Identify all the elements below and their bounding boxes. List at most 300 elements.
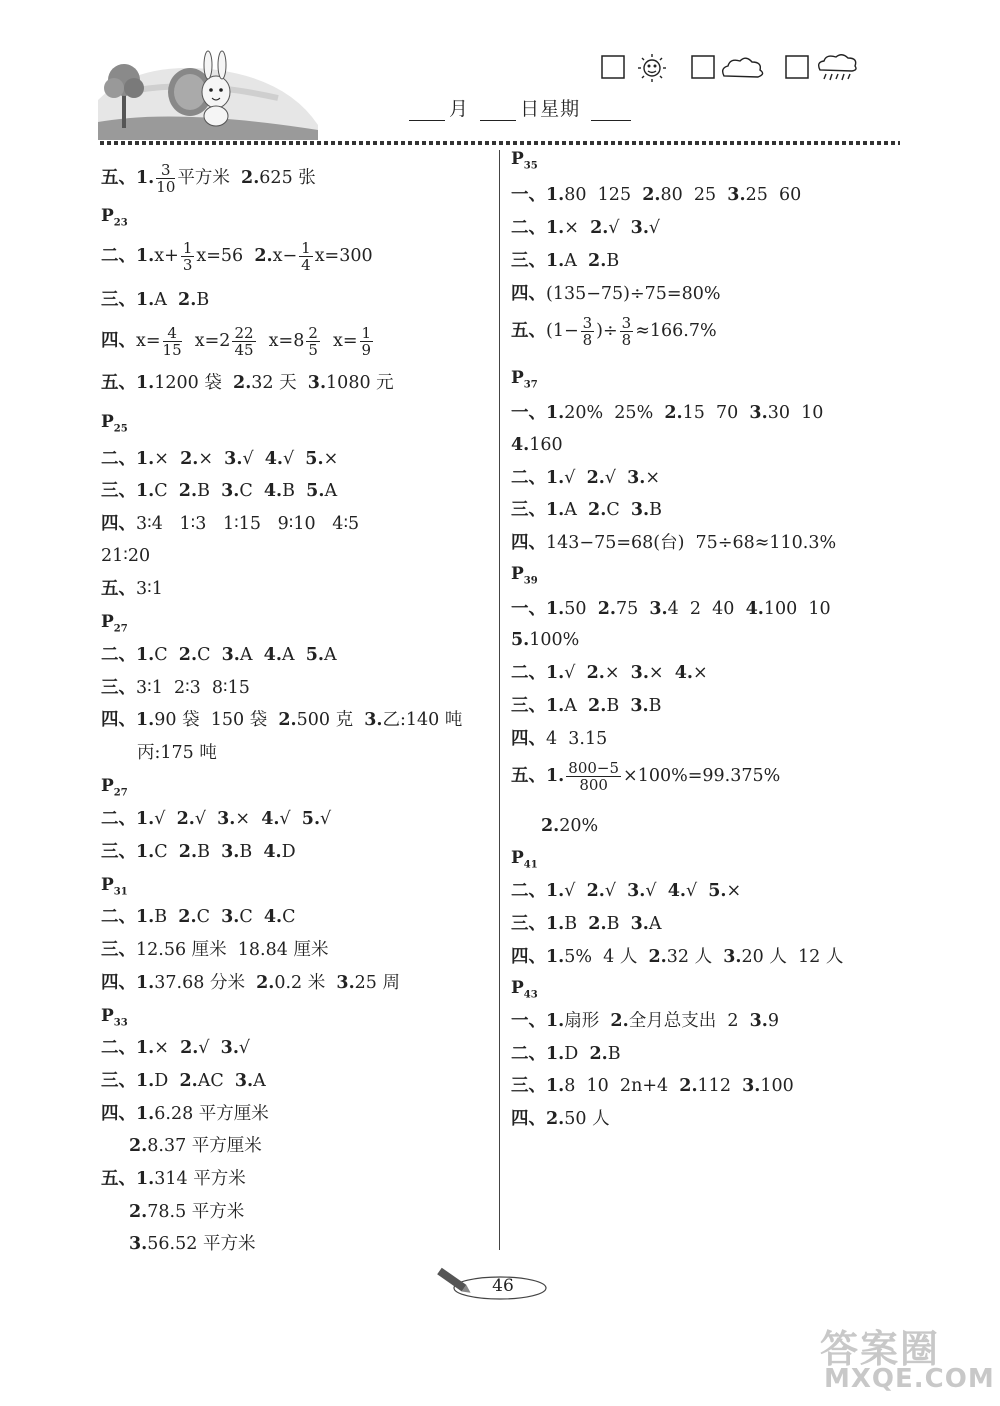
answer-text: 56.52 平方米 bbox=[147, 1234, 256, 1254]
item-number: 四、 bbox=[511, 533, 546, 553]
sunny-checkbox[interactable] bbox=[602, 56, 624, 78]
answer-line bbox=[101, 448, 338, 470]
fraction bbox=[232, 325, 255, 358]
item-number: 五、1. bbox=[101, 373, 155, 393]
item-number: 2. bbox=[586, 881, 605, 901]
item-number: 二、1. bbox=[101, 645, 155, 665]
dotted-divider bbox=[100, 140, 900, 146]
fraction-denominator: 800 bbox=[579, 776, 608, 794]
answer-text: B bbox=[564, 914, 589, 934]
fraction-numerator: 2 bbox=[308, 324, 318, 342]
answer-line bbox=[511, 434, 563, 456]
item-number: 五、1. bbox=[101, 168, 155, 188]
answer-text: x= bbox=[136, 331, 161, 351]
answer-text: 20% bbox=[559, 816, 599, 836]
answer-line bbox=[101, 162, 316, 195]
item-number: 三、1. bbox=[511, 500, 565, 520]
answer-text: B bbox=[282, 481, 307, 501]
answer-line bbox=[129, 1201, 244, 1223]
item-number: 五、 bbox=[511, 321, 546, 341]
answer-text: 625 张 bbox=[259, 168, 316, 188]
item-number: 三、1. bbox=[511, 251, 565, 271]
answer-text: 50 bbox=[564, 599, 598, 619]
page-ref-number: 43 bbox=[523, 989, 538, 1001]
day-blank[interactable] bbox=[480, 100, 516, 121]
answer-line bbox=[511, 250, 619, 272]
answer-text: √ bbox=[645, 881, 668, 901]
answer-text: 112 bbox=[697, 1076, 743, 1096]
item-number: 2. bbox=[180, 1038, 199, 1058]
item-number: 5. bbox=[305, 645, 324, 665]
item-number: 四、1. bbox=[101, 710, 155, 730]
item-number: 3. bbox=[220, 1038, 239, 1058]
answer-line bbox=[137, 742, 217, 764]
answer-line bbox=[511, 880, 741, 902]
item-number: 一、1. bbox=[511, 1011, 565, 1031]
item-number: 4. bbox=[264, 449, 283, 469]
item-number: 一、1. bbox=[511, 185, 565, 205]
answer-text: (135−75)÷75=80% bbox=[546, 284, 721, 304]
item-number: 2. bbox=[597, 599, 616, 619]
item-number: 五、1. bbox=[101, 1169, 155, 1189]
answer-text: × bbox=[154, 1038, 181, 1058]
page-ref-label: $P_{33}$ bbox=[101, 1006, 128, 1029]
item-number: 2. bbox=[178, 290, 197, 310]
item-number: 3. bbox=[224, 449, 243, 469]
item-number: 四、 bbox=[101, 331, 136, 351]
item-number: 4. bbox=[263, 481, 283, 501]
fraction-denominator: 8 bbox=[582, 331, 593, 349]
answer-line bbox=[101, 841, 296, 863]
item-number: 5. bbox=[708, 881, 727, 901]
item-number: 3. bbox=[727, 185, 746, 205]
page-ref-number: 25 bbox=[113, 423, 128, 435]
fraction-numerator: 1 bbox=[301, 239, 311, 257]
fraction-denominator: 15 bbox=[162, 341, 182, 359]
answer-line bbox=[511, 1075, 794, 1097]
item-number: 3. bbox=[723, 947, 742, 967]
item-number: 四、 bbox=[511, 284, 546, 304]
answer-line bbox=[511, 1043, 621, 1065]
item-number: 四、 bbox=[101, 514, 136, 534]
fraction bbox=[566, 760, 621, 793]
answer-line bbox=[511, 760, 780, 793]
answer-text: 20% 25% bbox=[564, 403, 665, 423]
item-number: 3. bbox=[630, 500, 650, 520]
item-number: 5. bbox=[306, 481, 325, 501]
item-number: 三、 bbox=[101, 678, 136, 698]
item-number: 3. bbox=[630, 696, 649, 716]
item-number: 3. bbox=[627, 468, 646, 488]
answer-text: √ bbox=[242, 449, 265, 469]
fraction bbox=[163, 325, 182, 358]
item-number: 二、1. bbox=[101, 246, 155, 266]
item-number: 二、1. bbox=[511, 1044, 565, 1064]
page-ref-label: $P_{41}$ bbox=[511, 848, 538, 871]
item-number: 3. bbox=[221, 645, 240, 665]
answer-text: 8.37 平方厘米 bbox=[147, 1136, 262, 1156]
answer-line bbox=[511, 467, 660, 489]
answer-line bbox=[101, 709, 462, 731]
fraction bbox=[156, 162, 175, 195]
answer-line bbox=[101, 1037, 250, 1059]
page-ref-number: 41 bbox=[523, 859, 538, 871]
answer-text: 78.5 平方米 bbox=[147, 1202, 245, 1222]
answer-text: 3∶1 bbox=[136, 579, 163, 599]
fraction-numerator: 3 bbox=[156, 162, 175, 179]
item-number: 3. bbox=[221, 907, 240, 927]
answer-text: 丙:175 吨 bbox=[137, 743, 217, 763]
answer-text: × bbox=[564, 218, 591, 238]
answer-text: √ bbox=[604, 468, 628, 488]
answer-text: x− bbox=[272, 246, 298, 266]
item-number: 2. bbox=[178, 907, 197, 927]
answer-text: 5% 4 人 bbox=[564, 947, 649, 967]
weather-checkboxes bbox=[600, 52, 870, 86]
fraction bbox=[620, 315, 634, 348]
answer-text: √ bbox=[283, 449, 306, 469]
fraction-numerator: 800−5 bbox=[568, 759, 620, 777]
item-number: 5. bbox=[305, 449, 324, 469]
answer-text: 乙:140 吨 bbox=[382, 710, 463, 730]
page-ref-label: $P_{23}$ bbox=[101, 206, 128, 229]
answer-text: 37.68 分米 bbox=[154, 973, 257, 993]
item-number: 2. bbox=[241, 168, 260, 188]
item-number: 5. bbox=[511, 630, 530, 650]
item-number: 2. bbox=[256, 973, 275, 993]
item-number: 2. bbox=[278, 710, 297, 730]
sun-icon bbox=[638, 54, 666, 82]
answer-text: 25 60 bbox=[745, 185, 802, 205]
answer-text: 12.56 厘米 18.84 厘米 bbox=[136, 940, 329, 960]
answer-text: 100% bbox=[529, 630, 580, 650]
answer-text: A bbox=[239, 645, 264, 665]
page-heading bbox=[101, 1005, 128, 1034]
answer-text: 15 70 bbox=[682, 403, 750, 423]
answer-line bbox=[101, 513, 359, 535]
answer-text: B bbox=[607, 1044, 621, 1064]
answer-text: √ bbox=[194, 809, 218, 829]
item-number: 4. bbox=[263, 645, 282, 665]
item-number: 2. bbox=[179, 1071, 198, 1091]
bunny-illustration bbox=[98, 40, 318, 140]
answer-text: 8 10 2n+4 bbox=[564, 1076, 680, 1096]
answer-line bbox=[101, 480, 337, 502]
item-number: 五、 bbox=[101, 579, 136, 599]
answer-text: 80 25 bbox=[660, 185, 728, 205]
item-number: 二、1. bbox=[101, 1038, 155, 1058]
answer-text: 20 人 12 人 bbox=[741, 947, 844, 967]
item-number: 2. bbox=[586, 663, 605, 683]
item-number: 3. bbox=[364, 710, 383, 730]
answer-text: 3∶4 1∶3 1∶15 9∶10 4∶5 bbox=[136, 514, 360, 534]
answer-line bbox=[511, 184, 801, 206]
item-number: 四、1. bbox=[101, 1104, 155, 1124]
item-number: 五、1. bbox=[511, 766, 565, 786]
answer-text: ×100%=99.375% bbox=[623, 766, 781, 786]
item-number: 3. bbox=[234, 1071, 254, 1091]
answer-text: A bbox=[253, 1071, 266, 1091]
answer-text: A bbox=[648, 914, 662, 934]
answer-text: ≈166.7% bbox=[635, 321, 717, 341]
item-number: 4. bbox=[263, 842, 282, 862]
answer-text: 143−75=68(台) 75÷68≈110.3% bbox=[546, 533, 837, 553]
item-number: 三、1. bbox=[101, 1071, 155, 1091]
answer-text: D bbox=[281, 842, 296, 862]
answer-text: D bbox=[154, 1071, 180, 1091]
answer-text: C bbox=[197, 645, 222, 665]
answer-text: 32 人 bbox=[666, 947, 724, 967]
page-heading bbox=[511, 148, 538, 177]
answer-line bbox=[101, 939, 328, 961]
page-heading bbox=[511, 367, 538, 396]
page-heading bbox=[101, 775, 128, 804]
answer-text: A bbox=[564, 696, 589, 716]
answer-line bbox=[511, 217, 660, 239]
fraction-denominator: 8 bbox=[621, 331, 632, 349]
item-number: 二、1. bbox=[511, 881, 565, 901]
answer-text: 3∶1 2∶3 8∶15 bbox=[136, 678, 250, 698]
answer-line bbox=[511, 499, 662, 521]
answer-text: √ bbox=[648, 218, 661, 238]
answer-text: 0.2 米 bbox=[274, 973, 337, 993]
page-heading bbox=[101, 611, 128, 640]
item-number: 3. bbox=[649, 599, 668, 619]
answer-text: √ bbox=[608, 218, 631, 238]
answer-text: B bbox=[648, 696, 662, 716]
item-number: 3. bbox=[221, 842, 240, 862]
answer-text: √ bbox=[198, 1038, 221, 1058]
item-number: 四、1. bbox=[511, 947, 565, 967]
answer-line bbox=[101, 1168, 246, 1190]
item-number: 三、1. bbox=[511, 914, 565, 934]
page-ref-label: $P_{39}$ bbox=[511, 564, 538, 587]
answer-line bbox=[511, 629, 579, 651]
answer-line bbox=[101, 677, 250, 699]
answer-text: × bbox=[726, 881, 742, 901]
item-number: 3. bbox=[742, 1076, 761, 1096]
answer-line bbox=[101, 240, 373, 273]
item-number: 2. bbox=[541, 816, 560, 836]
answer-text: √ bbox=[279, 809, 302, 829]
answer-text: C bbox=[154, 842, 179, 862]
answer-line bbox=[101, 644, 337, 666]
answer-text: 32 天 bbox=[251, 373, 308, 393]
item-number: 2. bbox=[610, 1011, 629, 1031]
item-number: 2. bbox=[176, 809, 195, 829]
answer-text: × bbox=[198, 449, 225, 469]
answer-text: x+ bbox=[154, 246, 179, 266]
answer-line bbox=[511, 1010, 779, 1032]
answer-text: √ bbox=[238, 1038, 251, 1058]
page-ref-number: 27 bbox=[113, 623, 128, 635]
answer-text: 100 10 bbox=[763, 599, 831, 619]
answer-text: 75 bbox=[615, 599, 650, 619]
item-number: 2. bbox=[178, 481, 198, 501]
answer-text: 4 3.15 bbox=[546, 729, 608, 749]
item-number: 四、2. bbox=[511, 1109, 565, 1129]
answer-text: × bbox=[693, 663, 708, 683]
item-number: 2. bbox=[233, 373, 252, 393]
fraction-numerator: 22 bbox=[234, 324, 254, 342]
fraction bbox=[181, 240, 195, 273]
answer-text: 50 人 bbox=[564, 1109, 610, 1129]
item-number: 三、1. bbox=[101, 290, 155, 310]
answer-line bbox=[511, 913, 661, 935]
page-ref-label: $P_{43}$ bbox=[511, 978, 538, 1001]
item-number: 2. bbox=[679, 1076, 698, 1096]
answer-line bbox=[511, 532, 836, 554]
answer-text: x= bbox=[321, 331, 358, 351]
item-number: 二、1. bbox=[511, 218, 565, 238]
answer-text: 314 平方米 bbox=[154, 1169, 246, 1189]
item-number: 2. bbox=[642, 185, 661, 205]
answer-text: 全月总支出 2 bbox=[628, 1011, 750, 1031]
item-number: 2. bbox=[664, 403, 683, 423]
fraction-numerator: 3 bbox=[582, 314, 593, 332]
item-number: 3. bbox=[749, 403, 768, 423]
answer-text: √ bbox=[320, 809, 332, 829]
page-ref-label: $P_{25}$ bbox=[101, 412, 128, 435]
answer-line bbox=[511, 728, 607, 750]
page-ref-number: 37 bbox=[523, 379, 538, 391]
watermark-logo-text: 答案圈 bbox=[820, 1327, 941, 1371]
answer-line bbox=[511, 946, 843, 968]
item-number: 4. bbox=[745, 599, 764, 619]
answer-text: B bbox=[196, 290, 210, 310]
answer-text: x=8 bbox=[257, 331, 305, 351]
answer-text: √ bbox=[685, 881, 709, 901]
fraction-denominator: 45 bbox=[234, 341, 254, 359]
answer-text: B bbox=[649, 500, 662, 520]
answer-line bbox=[541, 815, 598, 837]
weekday-blank[interactable] bbox=[591, 100, 631, 121]
item-number: 3. bbox=[221, 481, 240, 501]
item-number: 2. bbox=[588, 696, 607, 716]
watermark bbox=[820, 1318, 995, 1398]
answer-text: 平方米 bbox=[177, 168, 242, 188]
answer-line bbox=[511, 598, 831, 620]
item-number: 2. bbox=[254, 246, 273, 266]
page-ref-label: $P_{27}$ bbox=[101, 776, 128, 799]
answer-text: × bbox=[648, 663, 675, 683]
answer-text: C bbox=[239, 907, 264, 927]
item-number: 二、1. bbox=[511, 468, 565, 488]
item-number: 3. bbox=[336, 973, 355, 993]
rainy-checkbox[interactable] bbox=[786, 56, 808, 78]
item-number: 一、1. bbox=[511, 403, 565, 423]
answer-line bbox=[101, 289, 209, 311]
answer-text: 6.28 平方厘米 bbox=[154, 1104, 269, 1124]
item-number: 2. bbox=[589, 1044, 608, 1064]
answer-text: A bbox=[154, 290, 179, 310]
item-number: 4. bbox=[511, 435, 530, 455]
item-number: 4. bbox=[261, 809, 280, 829]
answer-text: 21∶20 bbox=[101, 546, 151, 566]
answer-text: B bbox=[606, 696, 631, 716]
fraction-denominator: 4 bbox=[301, 256, 311, 274]
page-heading bbox=[511, 977, 538, 1006]
item-number: 3. bbox=[627, 881, 646, 901]
item-number: 3. bbox=[630, 663, 649, 683]
answer-text: 4 2 40 bbox=[667, 599, 746, 619]
fraction bbox=[581, 315, 595, 348]
item-number: 3. bbox=[217, 809, 236, 829]
answer-text: x=2 bbox=[183, 331, 231, 351]
answer-line bbox=[101, 808, 331, 830]
answer-text: C bbox=[196, 907, 222, 927]
answer-line bbox=[129, 1135, 262, 1157]
page-heading bbox=[101, 874, 128, 903]
answer-line bbox=[101, 545, 150, 567]
item-number: 三、1. bbox=[101, 842, 155, 862]
rain-icon bbox=[819, 55, 856, 80]
fraction-numerator: 4 bbox=[163, 325, 182, 342]
answer-text: x=56 bbox=[196, 246, 255, 266]
item-number: 三、1. bbox=[511, 696, 565, 716]
fraction bbox=[299, 240, 313, 273]
fraction-numerator: 1 bbox=[182, 239, 193, 257]
fraction-denominator: 5 bbox=[308, 341, 318, 359]
answer-text: B bbox=[197, 481, 222, 501]
answer-text: AC bbox=[197, 1071, 235, 1091]
month-blank[interactable] bbox=[409, 100, 445, 121]
answer-text: × bbox=[323, 449, 339, 469]
fraction bbox=[360, 325, 374, 358]
page-ref-number: 35 bbox=[523, 160, 538, 172]
day-weekday-label: 日星期 bbox=[520, 98, 581, 120]
answer-text: C bbox=[282, 907, 296, 927]
item-number: 二、1. bbox=[511, 663, 565, 683]
item-number: 二、1. bbox=[101, 449, 155, 469]
item-number: 二、1. bbox=[101, 809, 155, 829]
answer-text: C bbox=[606, 500, 631, 520]
answer-text: )÷ bbox=[596, 321, 618, 341]
item-number: 2. bbox=[590, 218, 609, 238]
answer-line bbox=[129, 1233, 255, 1255]
answer-text: × bbox=[645, 468, 661, 488]
answer-text: 1200 袋 bbox=[154, 373, 234, 393]
answer-line bbox=[511, 283, 720, 305]
page-heading bbox=[101, 411, 128, 440]
item-number: 2. bbox=[178, 842, 198, 862]
answer-text: 9 bbox=[767, 1011, 780, 1031]
page-heading bbox=[101, 205, 128, 234]
page-ref-number: 39 bbox=[523, 575, 538, 587]
answer-text: 160 bbox=[529, 435, 563, 455]
item-number: 三、 bbox=[101, 940, 136, 960]
answer-line bbox=[511, 315, 717, 348]
answer-text: √ bbox=[604, 881, 628, 901]
answer-text: C bbox=[154, 645, 179, 665]
cloud-icon bbox=[723, 58, 763, 77]
page-ref-number: 27 bbox=[113, 787, 128, 799]
item-number: 3. bbox=[630, 218, 649, 238]
cloudy-checkbox[interactable] bbox=[692, 56, 714, 78]
answer-line bbox=[101, 972, 400, 994]
item-number: 2. bbox=[178, 645, 198, 665]
answer-text: C bbox=[154, 481, 179, 501]
fraction bbox=[306, 325, 320, 358]
answer-text: √ bbox=[154, 809, 177, 829]
page-heading bbox=[511, 563, 538, 592]
answer-text: 100 bbox=[760, 1076, 794, 1096]
item-number: 3. bbox=[630, 914, 649, 934]
item-number: 3. bbox=[129, 1234, 148, 1254]
answer-line bbox=[101, 578, 163, 600]
answer-text: 25 周 bbox=[354, 973, 401, 993]
fraction-numerator: 3 bbox=[621, 314, 632, 332]
